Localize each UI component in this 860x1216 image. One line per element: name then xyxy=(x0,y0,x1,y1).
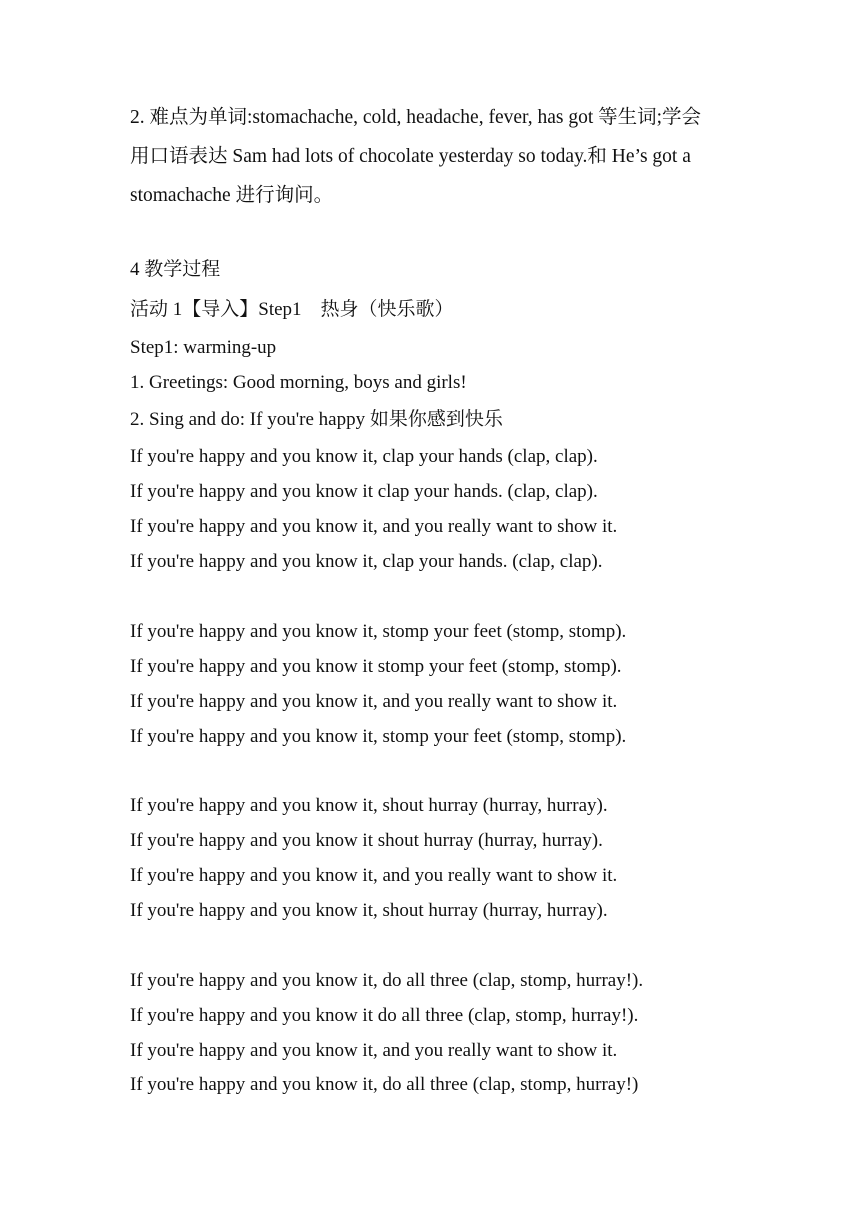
song-line: If you're happy and you know it shout hurray (hurray, hurray). xyxy=(130,830,603,851)
greetings-line: 1. Greetings: Good morning, boys and girls! xyxy=(130,372,467,393)
difficulty-line-1: 2. 难点为单词:stomachache, cold, headache, fever, has got 等生词;学会 xyxy=(130,107,702,128)
song-line: If you're happy and you know it, do all three (clap, stomp, hurray!) xyxy=(130,1074,639,1095)
sing-line: 2. Sing and do: If you're happy 如果你感到快乐 xyxy=(130,409,503,430)
song-line: If you're happy and you know it, and you really want to show it. xyxy=(130,691,618,712)
song-line: If you're happy and you know it, shout hurray (hurray, hurray). xyxy=(130,795,608,816)
song-line: If you're happy and you know it, stomp your feet (stomp, stomp). xyxy=(130,726,627,747)
song-line: If you're happy and you know it, do all three (clap, stomp, hurray!). xyxy=(130,970,644,991)
song-line: If you're happy and you know it clap your hands. (clap, clap). xyxy=(130,481,598,502)
song-line: If you're happy and you know it, shout hurray (hurray, hurray). xyxy=(130,900,608,921)
song-line: If you're happy and you know it, and you really want to show it. xyxy=(130,1040,618,1061)
song-line: If you're happy and you know it, and you really want to show it. xyxy=(130,865,618,886)
section-heading: 4 教学过程 xyxy=(130,259,221,280)
song-line: If you're happy and you know it, and you really want to show it. xyxy=(130,516,618,537)
activity-title: 活动 1【导入】Step1 热身（快乐歌） xyxy=(130,299,454,320)
song-line: If you're happy and you know it, clap your hands (clap, clap). xyxy=(130,446,598,467)
difficulty-line-3: stomachache 进行询问。 xyxy=(130,185,334,206)
difficulty-line-2: 用口语表达 Sam had lots of chocolate yesterday so today.和 He’s got a xyxy=(130,146,691,167)
song-line: If you're happy and you know it, clap your hands. (clap, clap). xyxy=(130,551,603,572)
song-line: If you're happy and you know it stomp your feet (stomp, stomp). xyxy=(130,656,622,677)
step-title: Step1: warming-up xyxy=(130,337,277,358)
song-line: If you're happy and you know it, stomp your feet (stomp, stomp). xyxy=(130,621,627,642)
song-line: If you're happy and you know it do all three (clap, stomp, hurray!). xyxy=(130,1005,639,1026)
